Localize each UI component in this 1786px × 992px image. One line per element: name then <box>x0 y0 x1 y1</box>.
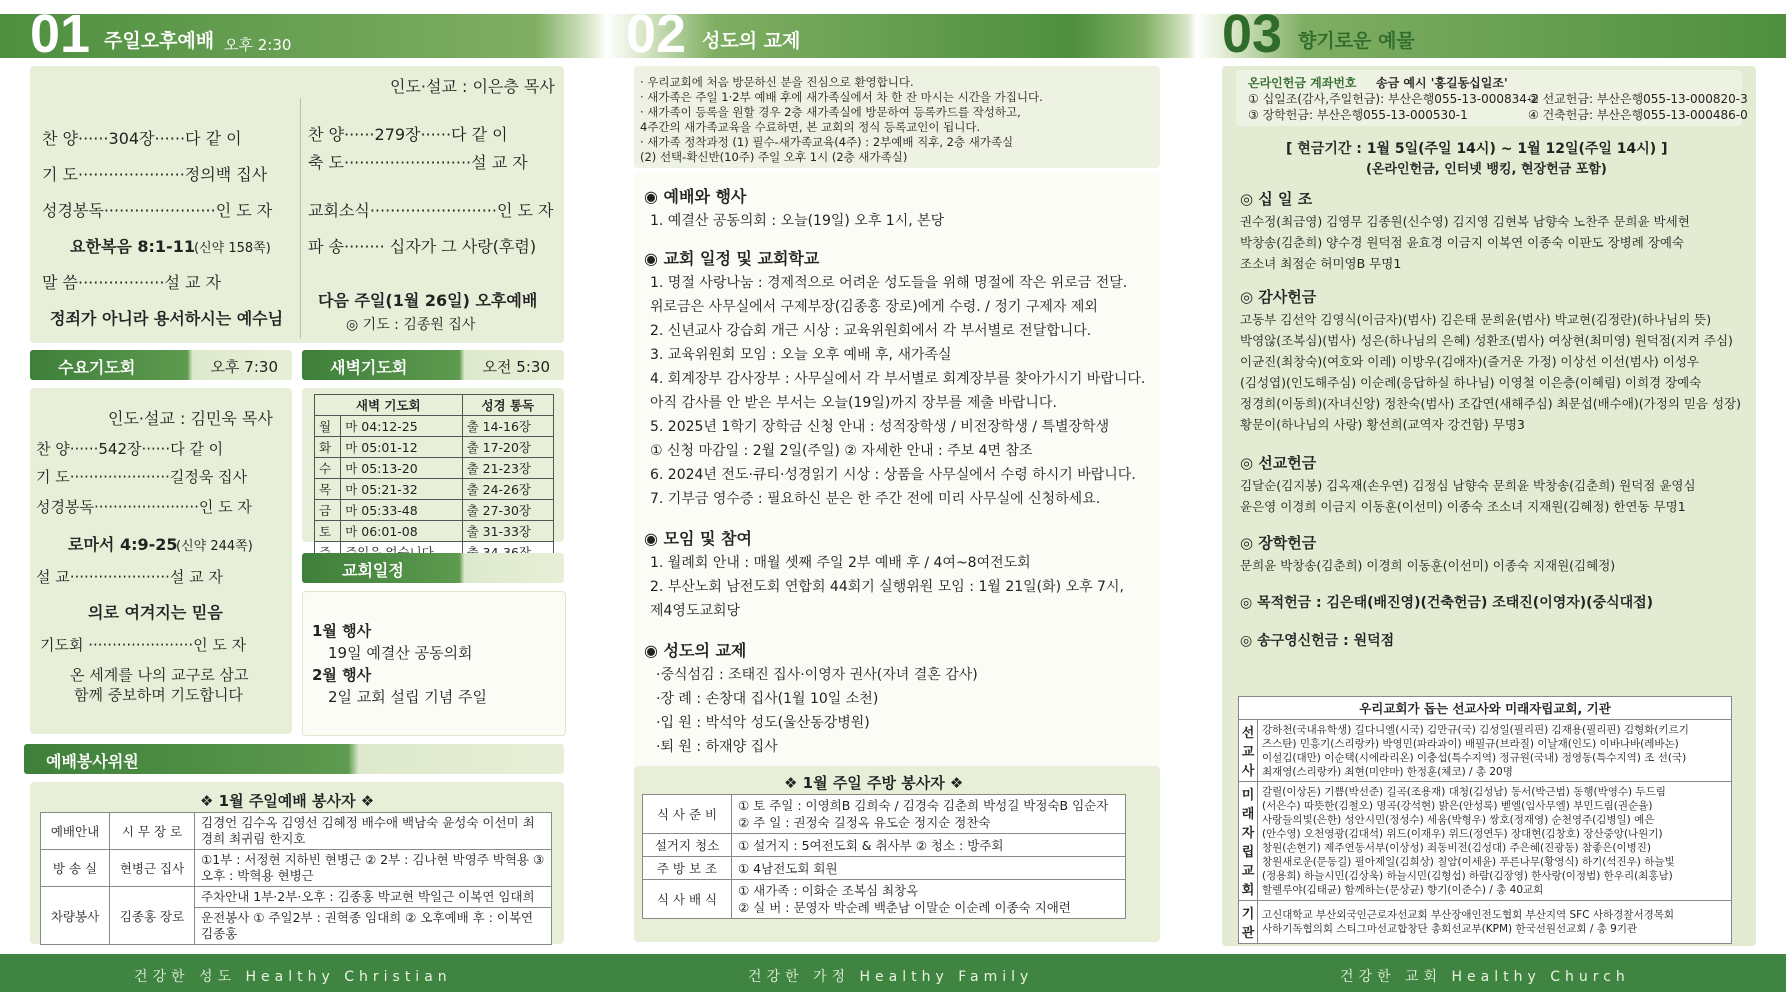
calendar-line: 2월 행사 <box>312 666 372 684</box>
reading-cell: 마 05:13-20 <box>341 458 462 479</box>
calendar-line: 2일 교회 설립 기념 주일 <box>328 688 488 706</box>
section-time-1: 오후 2:30 <box>224 36 292 54</box>
support-line: 즈스탄) 민흥기(스리랑카) 박영민(파라과이) 배필규(브라질) 이날재(인도) 이바나바(레바논) <box>1262 737 1679 750</box>
support-line: 사하기독협의회 스티그마선교합창단 총회선교부(KPM) 한국선원선교회 / 총 9기관 <box>1262 923 1638 935</box>
offering-names: 윤은영 이경희 이금지 이동훈(이선미) 이종숙 조소녀 지재원(김혜정) 한연동 무명1 <box>1240 499 1686 514</box>
role-cell: 방 송 실 <box>41 850 110 887</box>
offering-names: 황문이(하나님의 사랑) 황선희(교역자 강건함) 무명3 <box>1240 417 1525 432</box>
support-table <box>1238 696 1732 944</box>
offering-names: 김달순(김지봉) 김옥재(손우연) 김정심 남향숙 문희윤 박창송(김춘희) 원덕점 윤영심 <box>1240 478 1696 493</box>
volunteer-table <box>40 812 552 945</box>
offering-farewell: ◎ 송구영신헌금 : 원덕점 <box>1240 633 1395 649</box>
footer-text-1: 건강한 성도 Healthy Christian <box>134 969 452 985</box>
sunday-pm-line: 찬 양······304장······다 같 이 <box>42 129 242 148</box>
volunteer-bar <box>24 744 564 774</box>
dawn-bar <box>302 350 564 380</box>
support-text <box>1258 901 1732 944</box>
notice-intro: · 새가족은 주일 1·2부 예배 후에 새가족실에서 차 한 잔 마시는 시간을 가집니다. <box>640 90 1043 104</box>
wed-scripture-page: (신약 244쪽) <box>176 539 253 554</box>
duty-cell <box>732 795 1126 834</box>
dawn-header: 새벽 기도회 <box>315 395 463 416</box>
sunday-pm-line: 기 도·····················정의백 집사 <box>42 165 268 184</box>
offering-heading: ◎ 감사헌금 <box>1240 288 1317 306</box>
wed-line: 성경봉독······················인 도 자 <box>36 498 252 516</box>
notice-item: 4. 회계장부 감사장부 : 사무실에서 각 부서별로 회계장부를 찾아가시기 바랍니다. <box>650 371 1146 387</box>
table-row <box>643 834 1126 857</box>
wed-scripture: 로마서 4:9-25 <box>68 535 178 554</box>
offering-names: 권수정(최금영) 김영무 김종원(신수영) 김지영 김현복 남향숙 노찬주 문희윤 박세현 <box>1240 214 1690 229</box>
sunday-pm-line: 교회소식·························인 도 자 <box>308 201 554 220</box>
kitchen-table <box>642 794 1126 919</box>
duty-cell: ① 설거지 : 5여전도회 & 취사부 ② 청소 : 방주회 <box>732 834 1126 857</box>
notice-item: 2. 부산노회 남전도회 연합회 44회기 실행위원 모임 : 1월 21일(화) 오후 7시, <box>650 579 1124 595</box>
sunday-pm-line: 파 송········ 십자가 그 사랑(후렴) <box>308 237 537 256</box>
names-cell: ①1부 : 서정현 지하빈 현병근 ② 2부 : 김나현 박영주 박혁용 ③오후 : 박혁용 현병근 <box>195 850 552 887</box>
volunteer-title: ❖ 1월 주일예배 봉사자 ❖ <box>200 792 375 810</box>
dawn-header: 성경 통독 <box>462 395 553 416</box>
offering-names: 조소녀 최점순 허미영B 무명1 <box>1240 256 1402 271</box>
account-line: ④ 건축헌금: 부산은행055-13-000486-0 <box>1528 108 1748 122</box>
account-line: ② 선교헌금: 부산은행055-13-000820-3 <box>1528 92 1748 106</box>
offering-purpose: ◎ 목적헌금 : 김은태(배진영)(건축헌금) 조태진(이영자)(중식대접) <box>1240 595 1654 611</box>
support-line: (서은수) 따뜻한(김철오) 명곡(강석현) 밝은(안성록) 벧엘(임사무엘) 부민드림(권순율) <box>1262 800 1653 812</box>
offering-names: 고동부 김선악 김영식(이금자)(범사) 김은태 문희윤(범사) 박교현(김정란)(하나님의 뜻) <box>1240 312 1712 327</box>
role-cell: 차량봉사 <box>41 887 110 945</box>
notice-item: 5. 2025년 1학기 장학금 신청 안내 : 성적장학생 / 비전장학생 / 특별장학생 <box>650 419 1110 435</box>
notice-item: 3. 교육위원회 모임 : 오늘 오후 예배 후, 새가족실 <box>650 347 952 363</box>
support-line: 강하천(국내유학생) 길다니엘(시국) 김만규(국) 김성일(필리핀) 김재용(필리핀) 김형화(키르기 <box>1262 723 1689 736</box>
wed-note: 함께 중보하며 기도합니다 <box>74 686 243 704</box>
plan-cell: 출 27-30장 <box>462 500 553 521</box>
lead-cell: 현병근 집사 <box>110 850 195 887</box>
sunday-pm-sermon-title: 정죄가 아니라 용서하시는 예수님 <box>50 309 284 328</box>
section-title-1: 주일오후예배 <box>104 30 215 52</box>
wed-line: 기 도·····················길정욱 집사 <box>36 468 248 486</box>
support-side: 선교사 <box>1239 720 1258 782</box>
dawn-table <box>314 394 554 563</box>
names-cell: 김경언 김수옥 김영선 김혜정 배수애 백남숙 윤성숙 이선미 최경희 최귀림 한지호 <box>195 813 552 850</box>
table-row <box>41 850 552 887</box>
wed-sermon-title: 의로 여겨지는 믿음 <box>88 603 223 622</box>
support-text <box>1258 720 1732 782</box>
notice-intro: · 새가족 정착과정 (1) 필수-새가족교육(4주) : 2부예배 직후, 2층 새가족실 <box>640 135 1014 149</box>
notice-heading: ◉ 예배와 행사 <box>644 187 747 206</box>
notice-heading: ◉ 교회 일정 및 교회학교 <box>644 249 820 268</box>
wed-time: 오후 7:30 <box>210 358 278 376</box>
section-number-2: 02 <box>626 4 687 64</box>
notice-item: 1. 명절 사랑나눔 : 경제적으로 어려운 성도들을 위해 명절에 작은 위로금 전달. <box>650 275 1128 291</box>
day-cell: 화 <box>315 437 341 458</box>
table-row <box>315 437 554 458</box>
offering-names: 박창송(김춘희) 양수경 원덕점 윤효경 이금지 이복연 이종숙 이판도 장병례 장예숙 <box>1240 235 1684 250</box>
wed-line: 기도회 ······················인 도 자 <box>40 636 247 654</box>
notice-item: ① 신청 마감일 : 2월 2일(주일) ② 자세한 안내 : 주보 4면 참조 <box>650 443 1033 459</box>
reading-cell: 마 05:33-48 <box>341 500 462 521</box>
table-row <box>1239 901 1732 944</box>
names-cell: 운전봉사 ① 주일2부 : 권혁종 임대희 ② 오후예배 후 : 이복연 김종홍 <box>195 908 552 945</box>
wed-bar <box>30 350 292 380</box>
table-row <box>643 880 1126 919</box>
notice-item: 6. 2024년 전도·큐티·성경읽기 시상 : 상품을 사무실에서 수령 하시기 바랍니다. <box>650 467 1136 483</box>
sunday-pm-leader: 인도·설교 : 이은층 목사 <box>390 77 555 96</box>
day-cell: 목 <box>315 479 341 500</box>
wed-leader: 인도·설교 : 김민욱 목사 <box>108 409 273 428</box>
notice-item: 제4영도교회당 <box>650 603 741 619</box>
dawn-time: 오전 5:30 <box>482 358 550 376</box>
notice-intro: · 우리교회에 처음 방문하신 분을 진심으로 환영합니다. <box>640 75 914 89</box>
notice-intro: 4주간의 새가족교육을 수료하면, 본 교회의 정식 등록교인이 됩니다. <box>640 120 981 134</box>
role-cell: 주 방 보 조 <box>643 857 732 880</box>
support-line: 갈릴(이상돈) 기쁨(박선준) 길곡(조용재) 대청(김성남) 동서(박근범) 동행(박영수) 두드림 <box>1262 786 1666 798</box>
day-cell: 수 <box>315 458 341 479</box>
table-row <box>315 521 554 542</box>
notice-heading: ◉ 성도의 교제 <box>644 641 747 660</box>
calendar-line: 19일 예결산 공동의회 <box>328 644 473 662</box>
wed-line: 찬 양······542장······다 같 이 <box>36 440 224 458</box>
table-row <box>315 479 554 500</box>
volunteer-label: 예배봉사위원 <box>46 752 139 771</box>
calendar-line: 1월 행사 <box>312 622 372 640</box>
dawn-label: 새벽기도회 <box>330 358 408 377</box>
offering-names: 문희윤 박창송(김춘희) 이경희 이동훈(이선미) 이종숙 지재원(김혜정) <box>1240 558 1616 573</box>
notice-item: 아직 감사를 안 받은 부서는 오늘(19일)까지 장부를 제출 바랍니다. <box>650 395 1057 411</box>
duty-line: ① 새가족 : 이화순 조복심 최창옥 <box>738 883 919 898</box>
notice-item: 1. 월례회 안내 : 매월 셋째 주일 2부 예배 후 / 4여~8여전도회 <box>650 555 1031 571</box>
calendar-bar <box>302 553 564 583</box>
role-cell: 식 사 배 식 <box>643 880 732 919</box>
account-label: 온라인헌금 계좌번호 <box>1248 76 1357 90</box>
calendar-label: 교회일정 <box>342 561 404 580</box>
support-side: 기관 <box>1239 901 1258 944</box>
role-cell: 설거지 청소 <box>643 834 732 857</box>
sunday-pm-next-prayer: ◎ 기도 : 김종원 집사 <box>346 317 476 333</box>
notice-item: 7. 기부금 영수증 : 필요하신 분은 한 주간 전에 미리 사무실에 신청하세요. <box>650 491 1101 507</box>
support-title: 우리교회가 돕는 선교사와 미래자립교회, 기관 <box>1239 697 1732 720</box>
support-line: 최재영(스리랑카) 최현(미얀마) 한정훈(체코) / 총 20명 <box>1262 765 1513 778</box>
offering-names: 이균진(최창숙)(여호와 이레) 이방우(김애자)(즐거운 가정) 이상선 이선(범사) 이성우 <box>1240 354 1700 369</box>
reading-cell: 마 05:01-12 <box>341 437 462 458</box>
support-line: 사랑들의빛(은한) 성안시민(정성수) 세움(박형우) 쌍호(정재영) 순천영주(김병일) 예은 <box>1262 814 1655 826</box>
support-line: 이설김(대만) 이순택(시에라리온) 이충섭(특수지역) 정규원(국내) 정영동(특수지역) 조 선(국) <box>1262 751 1687 764</box>
reading-cell: 마 05:21-32 <box>341 479 462 500</box>
sunday-pm-line: 성경봉독······················인 도 자 <box>42 201 273 220</box>
footer-text-3: 건강한 교회 Healthy Church <box>1340 969 1630 985</box>
account-example: 송금 예시 '홍길동십일조' <box>1376 76 1508 90</box>
day-cell: 금 <box>315 500 341 521</box>
table-row <box>1239 782 1732 901</box>
offering-names: 박영않(조복심)(범사) 성은(하나님의 은혜) 성환조(범사) 여상현(최미영) 원덕점(지켜 주심) <box>1240 333 1733 348</box>
offering-heading: ◎ 십 일 조 <box>1240 190 1313 208</box>
role-cell: 식 사 준 비 <box>643 795 732 834</box>
notice-item: ·퇴 원 : 하재양 집사 <box>656 739 778 755</box>
reading-cell: 마 04:12-25 <box>341 416 462 437</box>
notice-intro: (2) 선택-확신반(10주) 주일 오후 1시 (2층 새가족실) <box>640 150 908 164</box>
sunday-pm-next: 다음 주일(1월 26일) 오후예배 <box>318 291 538 310</box>
table-row <box>315 500 554 521</box>
table-row <box>315 458 554 479</box>
offering-heading: ◎ 선교헌금 <box>1240 454 1317 472</box>
notice-item: 1. 예결산 공동의회 : 오늘(19일) 오후 1시, 본당 <box>650 213 945 229</box>
sunday-pm-scripture: 요한복음 8:1-11 <box>70 237 195 256</box>
notice-item: ·입 원 : 박석악 성도(울산동강병원) <box>656 715 870 731</box>
wed-note: 온 세계를 나의 교구로 삼고 <box>70 666 249 684</box>
offering-names: (김성엽)(인도해주심) 이순례(응답하실 하나님) 이영철 이은층(이혜림) 이희경 장예숙 <box>1240 375 1702 390</box>
support-line: (정용희) 하늘시민(김상욱) 하늘시민(김형섭) 하람(김장영) 한사랑(이정범) 한우리(최홍남) <box>1262 870 1673 882</box>
sunday-pm-line: 말 씀·················설 교 자 <box>42 273 221 292</box>
support-text <box>1258 782 1732 901</box>
sunday-pm-scripture-page: (신약 158쪽) <box>194 241 271 256</box>
offering-period: [ 현금기간 : 1월 5일(주일 14시) ~ 1월 12일(주일 14시) ] <box>1286 141 1668 157</box>
duty-line: ② 실 버 : 문영자 박순례 백춘남 이말순 이순례 이종숙 지애련 <box>738 900 1071 915</box>
names-cell: 주차안내 1부·2부·오후 : 김종홍 박교현 박일근 이복연 임대희 <box>195 887 552 908</box>
support-line: 할렐루야(김태균) 함께하는(문상균) 향기(이준수) / 총 40교회 <box>1262 884 1544 896</box>
notice-item: 2. 신년교사 강습회 개근 시상 : 교육위원회에서 각 부서별로 전달합니다. <box>650 323 1092 339</box>
lead-cell: 시 무 장 로 <box>110 813 195 850</box>
plan-cell: 출 24-26장 <box>462 479 553 500</box>
duty-cell <box>732 880 1126 919</box>
duty-line: ① 토 주일 : 이영희B 김희숙 / 김경숙 김춘희 박성길 박정숙B 임순자 <box>738 798 1109 813</box>
offering-period-sub: (온라인헌금, 인터넷 뱅킹, 현장헌금 포함) <box>1366 162 1607 177</box>
duty-line: ② 주 일 : 권정숙 길정옥 유도순 정지순 정찬숙 <box>738 815 991 830</box>
support-line: 고신대학교 부산외국인근로자선교회 부산장애인전도협회 부산지역 SFC 사하경찰서경목회 <box>1262 909 1675 921</box>
table-row <box>41 887 552 908</box>
notice-item: ·중식섬김 : 조태진 집사·이영자 권사(자녀 결혼 감사) <box>656 667 978 683</box>
offering-heading: ◎ 장학헌금 <box>1240 534 1317 552</box>
wed-line: 설 교·····················설 교 자 <box>36 568 223 586</box>
section-title-2: 성도의 교제 <box>702 30 801 52</box>
role-cell: 예배안내 <box>41 813 110 850</box>
table-row <box>643 795 1126 834</box>
divider <box>300 98 301 338</box>
footer-text-2: 건강한 가정 Healthy Family <box>748 969 1034 985</box>
section-number-3: 03 <box>1222 4 1283 64</box>
plan-cell: 출 31-33장 <box>462 521 553 542</box>
sunday-pm-line: 찬 양······279장······다 같 이 <box>308 125 508 144</box>
day-cell: 월 <box>315 416 341 437</box>
notice-heading: ◉ 모임 및 참여 <box>644 529 752 548</box>
table-row <box>41 813 552 850</box>
notice-item: ·장 례 : 손창대 집사(1월 10일 소천) <box>656 691 879 707</box>
plan-cell: 출 14-16장 <box>462 416 553 437</box>
table-row <box>1239 720 1732 782</box>
support-line: (안수영) 오천영광(김대석) 위드(이재우) 위드(정연두) 장대현(김창호) 장산중앙(나원기) <box>1262 828 1663 840</box>
reading-cell: 마 06:01-08 <box>341 521 462 542</box>
notice-intro: · 새가족이 등록을 원할 경우 2층 새가족실에 방문하여 등록카드를 작성하고, <box>640 105 1021 119</box>
sunday-pm-line: 축 도·························설 교 자 <box>308 153 528 172</box>
day-cell: 토 <box>315 521 341 542</box>
table-row <box>643 857 1126 880</box>
lead-cell: 김종홍 장로 <box>110 887 195 945</box>
support-line: 창원새로운(문동길) 필아제일(김희상) 칠암(이세윤) 푸른나무(황영식) 하기(석진우) 하늘빛 <box>1262 856 1675 868</box>
duty-cell: ① 4남전도회 회원 <box>732 857 1126 880</box>
plan-cell: 출 17-20장 <box>462 437 553 458</box>
account-line: ③ 장학헌금: 부산은행055-13-000530-1 <box>1248 108 1468 122</box>
offering-names: 정경희(이동희)(자녀신앙) 정찬숙(범사) 조갑연(새해주심) 최문섭(배수애)(가정의 믿음 성장) <box>1240 396 1742 411</box>
section-number-1: 01 <box>30 4 91 64</box>
kitchen-title: ❖ 1월 주일 주방 봉사자 ❖ <box>784 774 964 792</box>
table-row <box>1239 697 1732 720</box>
support-line: 창원(손현기) 제주연동서부(이상성) 죄동비전(김성대) 주은혜(진광동) 참좋은(이병진) <box>1262 842 1652 854</box>
table-row <box>315 416 554 437</box>
section-title-3: 향기로운 예물 <box>1298 30 1415 52</box>
account-line: ① 십일조(감사,주일헌금): 부산은행055-13-000834-2 <box>1248 92 1539 106</box>
notice-item: 위로금은 사무실에서 구제부장(김종홍 장로)에게 수령. / 정기 구제자 제외 <box>650 299 1098 315</box>
plan-cell: 출 21-23장 <box>462 458 553 479</box>
support-side: 미래자립교회 <box>1239 782 1258 901</box>
wed-label: 수요기도회 <box>58 358 136 377</box>
